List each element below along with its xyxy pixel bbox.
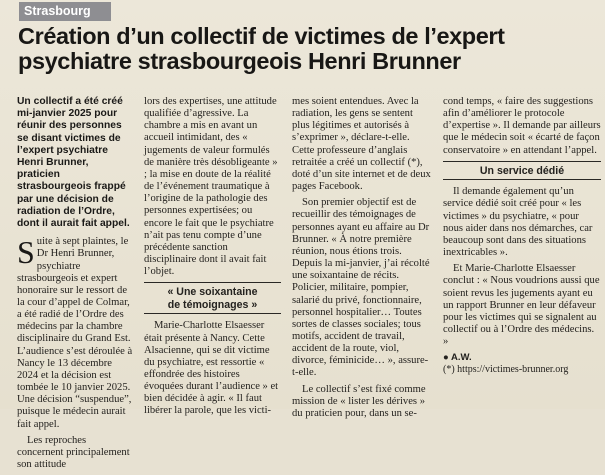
column-2 xyxy=(144,96,281,422)
body-paragraph: lors des expertises, une attitude qualifiée d’agressive. La chambre a mis en avant un accueil intimidant, des « jugements de valeur formulés de manière très désobligeante » ; la mise en doute de la réalité de l’événement traumatique à l’origine de la pathologie des personnes expertisées; ou encore le fait que le psychiatre n’ait pas tenu compte d’une précédente sanction disciplinaire dont il avait fait l’objet. xyxy=(144,96,278,278)
subheading-line: Un service dédié xyxy=(479,164,565,177)
headline-line-2: psychiatre strasbourgeois Henri Brunner xyxy=(18,48,461,74)
body-paragraph: cond temps, « faire des suggestions afin d’améliorer le protocole d’expertise ». Il demande par ailleurs que le médecin soit « écarté de façon conservatoire » en attendant l’appel. xyxy=(443,96,601,156)
body-paragraph: Il demande également qu’un service dédié soit créé pour « les victimes » du psychiatre, « pour nous aider dans nos démarches, car beaucoup sont dans des situations inextricables ». xyxy=(443,186,593,259)
body-paragraph: Le collectif s’est fixé comme mission de « lister les dérives » du praticien pour, dans un se- xyxy=(292,383,426,419)
subheading xyxy=(443,161,601,181)
body-paragraph: Et Marie-Charlotte Elsaesser conclut : « Nous voudrions aussi que soient revus les jugements ayant eu un rapport Brunner en leur défaveur pour les victimes qui se signalent au collectif ou à l’Ordre des médecins. » xyxy=(443,263,600,348)
drop-cap: S xyxy=(17,234,35,271)
subheading-line-1: « Une soixantaine xyxy=(167,286,258,299)
footnote: (*) https://victimes-brunner.org xyxy=(443,364,569,376)
headline xyxy=(18,24,603,74)
column-1 xyxy=(17,96,133,475)
body-paragraph: Marie-Charlotte Elsaesser était présente à Nancy. Cette Alsacienne, qui se dit victime du psychiatre, est ressortie « effondrée des histoires évoquées durant l’audience » et bien décidée à agir. « Il faut libérer la parole, que les victi- xyxy=(144,320,279,417)
lead-paragraph: Un collectif a été créé mi-janvier 2025 pour réunir des personnes se disant victimes de l’expert psychiatre Henri Brunner, praticien strasbourgeois frappé par une décision de radiation de l’Ordre, dont il aurait fait appel. xyxy=(17,96,130,230)
author-signature: ● A.W. xyxy=(443,352,472,364)
body-paragraph xyxy=(17,236,133,431)
subheading-line-2: de témoignages » xyxy=(167,298,258,311)
body-paragraph: Les reproches concernent principalement son attitude xyxy=(17,434,130,471)
section-label: Strasbourg xyxy=(19,2,111,21)
body-paragraph: mes soient entendues. Avec la radiation, les gens se sentent plus légitimes et autorisés à s’exprimer », déclare-t-elle. Cette professeure d’anglais retraitée a créé un collectif (*), doté d’un site internet et de deux pages Facebook. xyxy=(292,96,431,193)
column-3 xyxy=(292,96,432,424)
body-paragraph: Son premier objectif est de recueillir des témoignages de personnes ayant eu affaire au Dr Brunner. « À notre première réunion, nous étions trois. Depuis la mi-janvier, j’ai récolté une soixantaine de récits. Policier, militaire, pompier, salarié du privé, fonctionnaire, personnel hospitalier… Toutes sortes de classes sociales; tous motifs, accident de travail, accident de la route, viol, divorce, féminicide… », assure-t-elle. xyxy=(292,197,430,379)
subheading xyxy=(144,282,281,314)
headline-line-1: Création d’un collectif de victimes de l’expert xyxy=(18,23,505,49)
body-text: uite à sept plaintes, le Dr Henri Brunner, psychiatre strasbourgeois et expert honoraire sur le ressort de la cour d’appel de Colmar, a été radié de l’Ordre des médecins par la chambre disciplinaire du Grand Est. L’audience s’est déroulée à Nancy le 13 décembre 2024 et la décision est tombée le 10 janvier 2025. Une décision “suspendue”, puisque le médecin aurait fait appel. xyxy=(17,236,133,430)
column-4 xyxy=(443,96,601,377)
author-initials: A.W. xyxy=(451,352,472,364)
